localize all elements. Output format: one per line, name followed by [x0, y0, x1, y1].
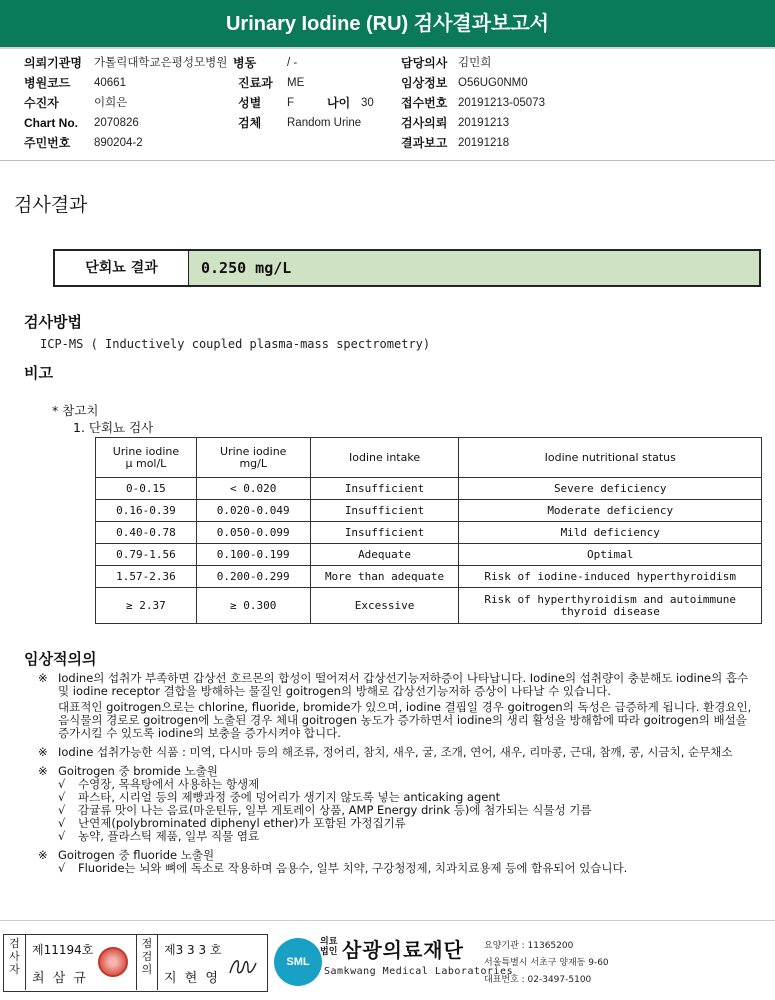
table-row	[96, 544, 762, 566]
cell-umol: 0.79-1.56	[96, 544, 197, 566]
reference-mark-icon: ※	[38, 671, 48, 685]
header-umol: Urine iodine μ mol/L	[96, 438, 197, 478]
info-value: 20191213	[458, 117, 510, 129]
cell-umol: ≥ 2.37	[96, 588, 197, 624]
cell-intake: Adequate	[310, 544, 459, 566]
institution-english-name: Samkwang Medical Laboratories	[324, 966, 514, 977]
examiner-seal-icon	[98, 947, 128, 977]
results-section-title: 검사결과	[14, 194, 88, 216]
method-title: 검사방법	[24, 313, 82, 331]
info-label: 성별	[238, 96, 262, 110]
report-title-banner	[0, 0, 775, 49]
result-box	[53, 249, 761, 287]
list-item: √ 수영장, 목욕탕에서 사용하는 항생제	[58, 777, 260, 791]
clinical-bullet	[38, 765, 758, 843]
info-value: F	[287, 97, 295, 109]
clinical-significance	[38, 672, 758, 875]
examiner-name: 최 삼 규	[32, 971, 88, 986]
check-icon: √	[58, 829, 66, 843]
institution-address: 서울특별시 서초구 양재동 9-60	[484, 958, 609, 968]
table-row	[96, 566, 762, 588]
reference-mark-icon: ※	[38, 764, 48, 778]
info-value: 890204-2	[94, 137, 143, 149]
cell-status: Severe deficiency	[459, 478, 762, 500]
clinical-subtitle: Goitrogen 중 bromide 노출원	[58, 764, 218, 778]
cell-mgl: 0.200-0.299	[196, 566, 310, 588]
info-label: 수진자	[24, 96, 59, 110]
header-status: Iodine nutritional status	[459, 438, 762, 478]
logo-prefix: 의료 법인	[320, 937, 338, 957]
cell-status: Risk of iodine-induced hyperthyroidism	[459, 566, 762, 588]
reviewer-license-number: 제3 3 3 호	[164, 943, 222, 957]
table-row	[96, 500, 762, 522]
result-label: 단회뇨 결과	[55, 251, 189, 285]
info-value: 김민희	[458, 57, 492, 69]
reference-subtitle: 1. 단회뇨 검사	[73, 420, 154, 435]
remarks-title: 비고	[24, 364, 53, 382]
info-value: Random Urine	[287, 117, 362, 129]
cell-umol: 0-0.15	[96, 478, 197, 500]
clinical-bullet	[38, 746, 758, 759]
cell-umol: 0.40-0.78	[96, 522, 197, 544]
info-label: 검사의뢰	[401, 116, 448, 130]
clinical-paragraph: Iodine 섭취가능한 식품 : 미역, 다시마 등의 해조류, 정어리, 참치, 새우, 굴, 조개, 연어, 새우, 리마콩, 근대, 참깨, 콩, 시금치, 순무채소	[58, 745, 733, 759]
cell-intake: More than adequate	[310, 566, 459, 588]
header-mgl: Urine iodine mg/L	[196, 438, 310, 478]
info-label: 병동	[233, 56, 257, 70]
info-value: 2070826	[94, 117, 139, 129]
info-value: 40661	[94, 77, 126, 89]
reference-mark-icon: ※	[38, 848, 48, 862]
clinical-paragraph: 대표적인 goitrogen으로는 chlorine, fluoride, bromide가 있으며, iodine 결핍일 경우 goitrogen의 독성은 급증하게 됩니다. 환경요인, 음식물의 경로로 goitrogen에 노출된 경우 체내 goitrogen 농도가 증가하면서 iodine의 생리 활성을 방해함에 따라 goitrogen의 배설을 증가시킬 수 있도록 iodine의 보충을 증가시켜야 합니다.	[58, 700, 752, 740]
cell-umol: 0.16-0.39	[96, 500, 197, 522]
list-item: √ 난연제(polybrominated diphenyl ether)가 포함된 가정집기류	[58, 816, 406, 830]
info-value: O56UG0NM0	[458, 77, 528, 89]
cell-mgl: < 0.020	[196, 478, 310, 500]
info-label: 나이	[327, 96, 351, 110]
info-value: ME	[287, 77, 305, 89]
method-text: ICP-MS ( Inductively coupled plasma-mass spectrometry)	[40, 337, 431, 351]
reference-mark-icon: ※	[38, 745, 48, 759]
check-icon: √	[58, 777, 66, 791]
check-icon: √	[58, 790, 66, 804]
examiner-license-number: 제11194호	[32, 943, 94, 957]
institution-phone: 대표번호 : 02-3497-5100	[484, 975, 592, 985]
info-value: 30	[361, 97, 374, 109]
institution-name: 삼광의료재단	[342, 938, 464, 962]
institution-code: 요양기관 : 11365200	[484, 941, 574, 951]
cell-mgl: 0.100-0.199	[196, 544, 310, 566]
table-row	[96, 522, 762, 544]
examiner-column-label: 검사자	[4, 935, 26, 990]
info-value: 이희은	[94, 97, 128, 109]
list-item: √ Fluoride는 뇌와 뼈에 독소로 작용하며 음용수, 일부 치약, 구강청정제, 치과치료용제 등에 함유되어 있습니다.	[58, 861, 628, 875]
clinical-paragraph: Iodine의 섭취가 부족하면 갑상선 호르몬의 합성이 떨어져서 갑상선기능저하증이 나타납니다. Iodine의 섭취량이 충분해도 iodine의 흡수 및 iodine receptor 결합을 방해하는 물질인 goitrogen의 방해로 갑상선기능저하 증상이 나타날 수 있습니다.	[58, 671, 749, 698]
cell-status: Moderate deficiency	[459, 500, 762, 522]
info-label: 결과보고	[401, 136, 448, 150]
cell-mgl: 0.050-0.099	[196, 522, 310, 544]
institution-logo-block	[272, 934, 772, 994]
institution-contact	[484, 938, 609, 989]
info-value: 20191213-05073	[458, 97, 545, 109]
list-item: √ 파스타, 시리얼 등의 제빵과정 중에 덩어리가 생기지 않도록 넣는 anticaking agent	[58, 790, 501, 804]
cell-intake: Insufficient	[310, 500, 459, 522]
clinical-subtitle: Goitrogen 중 fluoride 노출원	[58, 848, 215, 862]
cell-status: Risk of hyperthyroidism and autoimmune thyroid disease	[459, 588, 762, 624]
cell-umol: 1.57-2.36	[96, 566, 197, 588]
info-label: Chart No.	[24, 116, 78, 130]
info-label: 의뢰기관명	[24, 56, 82, 70]
info-label: 접수번호	[401, 96, 448, 110]
clinical-bullet	[38, 849, 758, 875]
cell-mgl: ≥ 0.300	[196, 588, 310, 624]
clinical-title: 임상적의의	[24, 650, 97, 668]
info-value: / -	[287, 57, 298, 69]
patient-info-panel	[0, 54, 775, 154]
cell-intake: Insufficient	[310, 478, 459, 500]
clinical-bullet	[38, 672, 758, 740]
check-icon: √	[58, 861, 66, 875]
cell-status: Mild deficiency	[459, 522, 762, 544]
list-item: √ 감귤류 맛이 나는 음료(마운틴듀, 일부 게토레이 상품, AMP Energy drink 등)에 첨가되는 식물성 기름	[58, 803, 592, 817]
sml-logo-icon: SML	[274, 938, 322, 986]
table-row	[96, 478, 762, 500]
info-label: 주민번호	[24, 136, 71, 150]
info-label: 검체	[238, 116, 262, 130]
check-icon: √	[58, 816, 66, 830]
cell-mgl: 0.020-0.049	[196, 500, 310, 522]
footer-divider	[0, 920, 775, 921]
info-label: 임상정보	[401, 76, 448, 90]
table-row	[96, 588, 762, 624]
info-label: 담당의사	[401, 56, 448, 70]
info-value: 가톨릭대학교은평성모병원	[94, 57, 228, 69]
result-value: 0.250 mg/L	[189, 251, 759, 285]
info-label: 진료과	[238, 76, 273, 90]
list-item: √ 농약, 플라스틱 제품, 일부 직물 염료	[58, 829, 260, 843]
reviewer-column-label: 점검의	[136, 935, 158, 990]
info-value: 20191218	[458, 137, 510, 149]
header-intake: Iodine intake	[310, 438, 459, 478]
divider	[0, 160, 775, 161]
reference-title: * 참고치	[52, 403, 99, 418]
reference-table	[95, 437, 762, 624]
cell-status: Optimal	[459, 544, 762, 566]
cell-intake: Insufficient	[310, 522, 459, 544]
check-icon: √	[58, 803, 66, 817]
cell-intake: Excessive	[310, 588, 459, 624]
reviewer-signature-icon	[226, 953, 262, 981]
reviewer-name: 지 현 영	[164, 971, 220, 986]
info-label: 병원코드	[24, 76, 71, 90]
table-header-row	[96, 438, 762, 478]
report-title: Urinary Iodine (RU) 검사결과보고서	[225, 13, 550, 35]
signature-box	[3, 934, 268, 992]
